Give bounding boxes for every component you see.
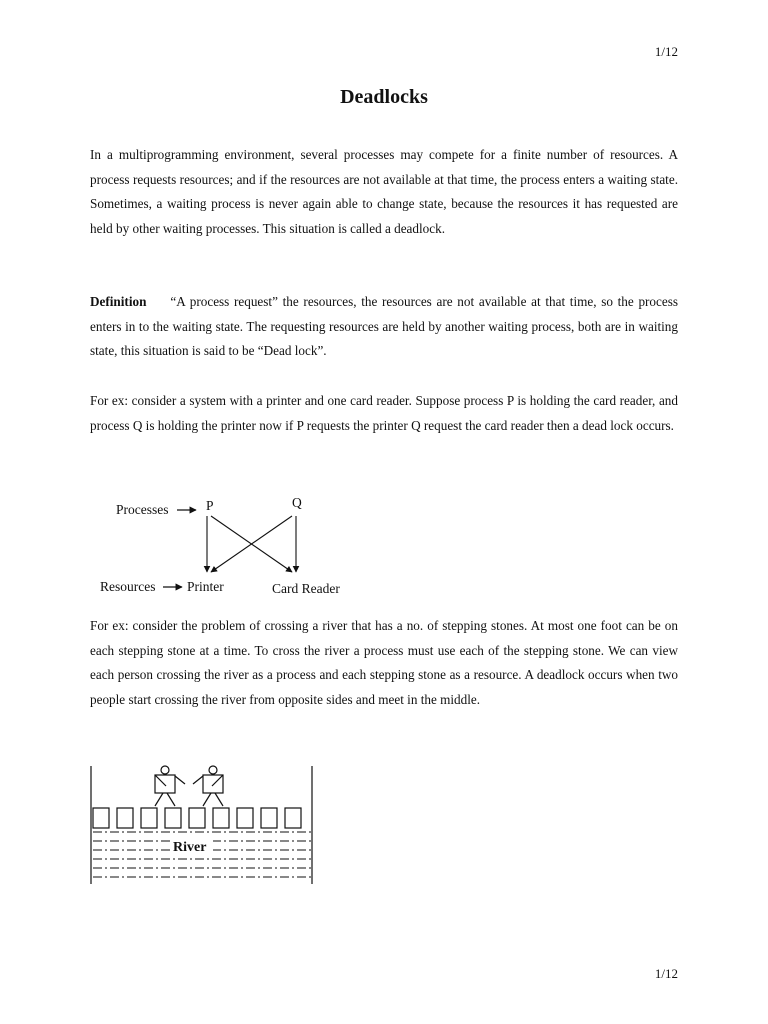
river-label: River xyxy=(173,840,207,855)
intro-paragraph: In a multiprogramming environment, several processes may compete for a finite number of resources. A process requests resources; and if the resources are not available at that time, the process enters a waiting state. Sometimes, a waiting process is never again able to change state, because the resources it has requested are held by other waiting processes. This situation is called a deadlock. xyxy=(90,147,678,236)
resources-label: Resources xyxy=(100,579,156,594)
stepping-stone xyxy=(261,808,277,828)
example-river-paragraph: For ex: consider the problem of crossing a river that has a no. of stepping stones. At most one foot can be on each stepping stone at a time. To cross the river a process must use each of the stepping stone. We can view each person crossing the river as a process and each stepping stone as a resource. A deadlock occurs when two people start crossing the river from opposite sides and meet in the middle. xyxy=(90,618,678,707)
person-right xyxy=(193,766,223,806)
stepping-stone xyxy=(189,808,205,828)
definition-paragraph xyxy=(90,290,678,364)
stepping-stone xyxy=(117,808,133,828)
stepping-stones xyxy=(93,808,301,828)
page-number-top: 1/12 xyxy=(654,44,678,59)
definition-text: “A process request” the resources, the resources are not available at that time, so the process enters in to the waiting state. The requesting resources are held by another waiting process, both are in waiting state, this situation is said to be “Dead lock”. xyxy=(90,294,678,359)
page-number-bottom: 1/12 xyxy=(654,966,678,981)
stepping-stone xyxy=(93,808,109,828)
definition-term: Definition xyxy=(90,294,147,309)
example-printer-paragraph: For ex: consider a system with a printer and one card reader. Suppose process P is holding the card reader, and process Q is holding the printer now if P requests the printer Q request the card reader then a dead lock occurs. xyxy=(90,393,678,433)
page-title: Deadlocks xyxy=(340,86,428,108)
stepping-stone xyxy=(141,808,157,828)
stepping-stone xyxy=(213,808,229,828)
process-p-label: P xyxy=(206,498,214,513)
stepping-stone xyxy=(237,808,253,828)
river-crossing-diagram xyxy=(85,760,325,890)
deadlock-resource-diagram xyxy=(90,490,390,610)
process-q-label: Q xyxy=(292,495,302,510)
stepping-stone xyxy=(285,808,301,828)
stepping-stone xyxy=(165,808,181,828)
person-left xyxy=(155,766,185,806)
card-reader-label: Card Reader xyxy=(272,581,340,596)
printer-label: Printer xyxy=(187,579,224,594)
processes-label: Processes xyxy=(116,502,169,517)
